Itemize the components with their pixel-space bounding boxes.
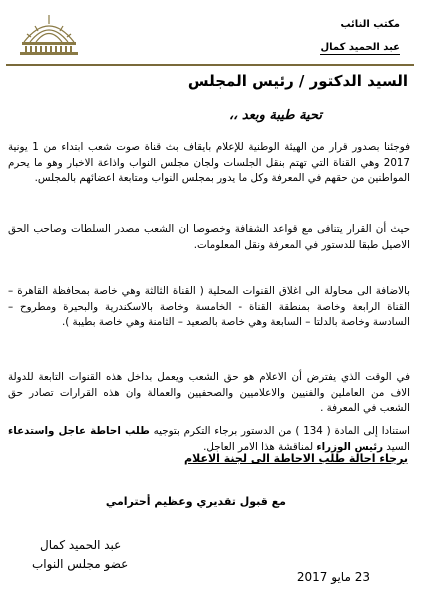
signature-name: عبد الحميد كمال xyxy=(40,538,122,552)
p5-bold-request: طلب احاطة عاجل واستدعاء xyxy=(8,425,150,438)
header-divider xyxy=(6,64,414,66)
body-paragraph-4: في الوقت الذي يفترض أن الاعلام هو حق الشعب ويعمل بداخل هذه القنوات التابعة للدولة الاف من العاملين والفنيين والاعلاميين والصحفيين والعمالة وان هذه القرارات تصادر حق الشعب في المعرفة . xyxy=(8,371,410,415)
member-name-header: عبد الحميد كمال xyxy=(320,42,400,53)
parliament-dome-icon xyxy=(20,12,78,56)
letter-date: 23 مايو 2017 xyxy=(296,570,370,584)
greeting: تحية طيبة وبعد ،، xyxy=(228,108,322,123)
body-paragraph-5 xyxy=(8,424,410,455)
body-paragraph-1: فوجئنا بصدور قرار من الهيئة الوطنية للإعلام بايقاف بث قناة صوت شعب ابتداء من 1 يونية 2017 وهي القناة التي تهتم بنقل الجلسات ولجان مجلس النواب واذاعة الاخبار وهو ما يحرم المواطنين من حقهم في المعرفة وكل ما يدور بمجلس النواب ومتابعة اعضائهم بالمجلس. xyxy=(8,141,410,185)
letterhead xyxy=(6,4,414,60)
signature-title: عضو مجلس النواب xyxy=(32,557,129,571)
body-paragraph-3: بالاضافة الى محاولة الى اغلاق القنوات المحلية ( القناة الثالثة وهي خاصة بمحافظة القاهرة – القناة الرابعة وخاصة بمنطقة القناة - الخامسة وخاصة بالاسكندرية والبحيرة ومطروح – السادسة وخاصة بالدلتا – السابعة وهي خاصة بالصعيد – الثامنة وهي خاصة بطيبة ). xyxy=(8,285,410,329)
body-paragraph-2: حيث أن القرار يتنافى مع قواعد الشفافة وخصوصا ان الشعب مصدر السلطات وصاحب الحق الاصيل طبقا للدستور في المعرفة ونقل المعلومات. xyxy=(8,223,410,251)
letter-page xyxy=(6,4,414,598)
addressee: السيد الدكتور / رئيس المجلس xyxy=(187,72,408,90)
office-label: مكتب النائب xyxy=(340,19,400,30)
p5-bold-minister: رئيس الوزراء xyxy=(316,440,384,453)
p5-text-2: السيد xyxy=(383,440,410,453)
referral-request: برجاء احالة طلب الاحاطة الى لجنة الاعلام xyxy=(184,452,408,465)
closing-line: مع قبول تقديري وعظيم أحترامي xyxy=(105,495,286,508)
p5-text-1: استنادا إلى المادة ( 134 ) من الدستور برجاء التكرم بتوجيه xyxy=(149,425,411,438)
p5-text-3: لمناقشة هذا الامر العاجل. xyxy=(203,440,317,453)
